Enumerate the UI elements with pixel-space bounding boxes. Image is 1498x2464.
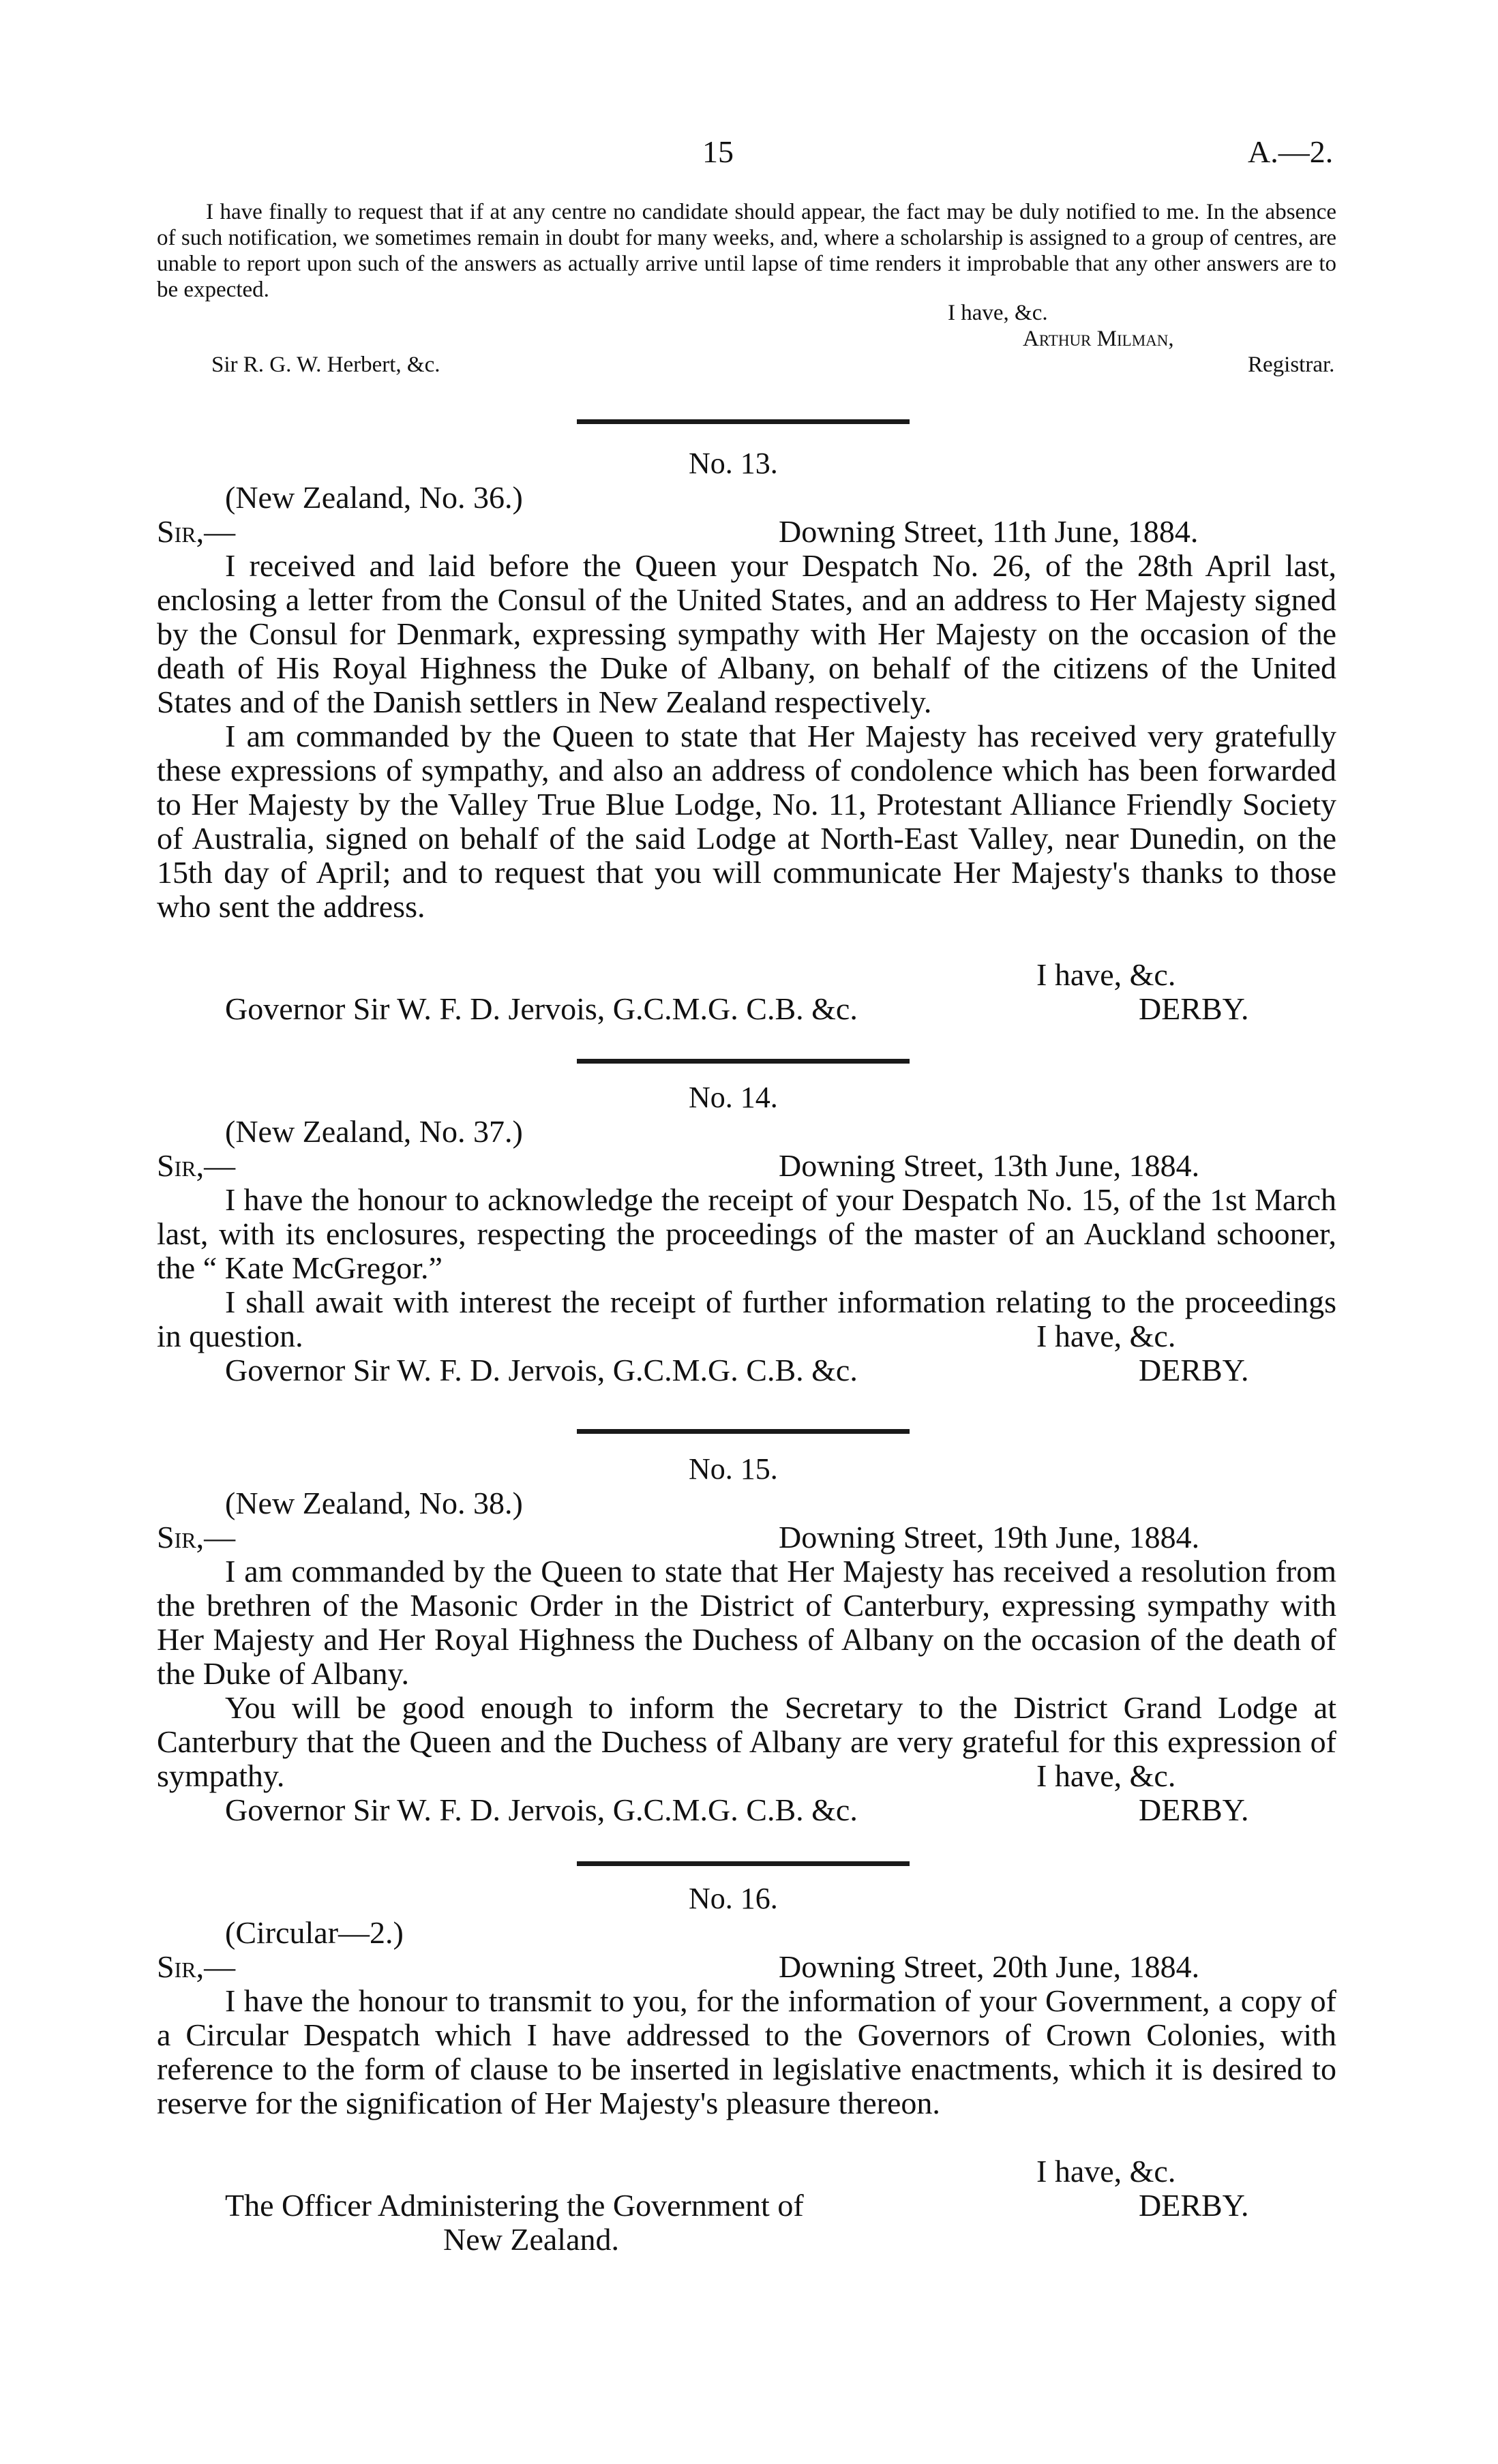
section-divider — [577, 1059, 910, 1064]
despatch-13 — [157, 447, 1336, 1033]
paragraph: You will be good enough to inform the Secretary to the District Grand Lodge at Canterbury that the Queen and the Duchess of Albany are very grateful for this expression of sympathy. — [157, 1690, 1336, 1793]
page-number: 15 — [702, 134, 734, 169]
salutation: Sir,— — [157, 1520, 236, 1554]
addressee-continued: New Zealand. — [443, 2222, 619, 2257]
despatch-date: Downing Street, 19th June, 1884. — [779, 1520, 1200, 1554]
paragraph: I am commanded by the Queen to state that Her Majesty has received a resolution from the brethren of the Masonic Order in the District of Canterbury, expressing sympathy with Her Majesty and Her Royal Highness the Duchess of Albany on the occasion of the death of the Duke of Albany. — [157, 1554, 1336, 1691]
intro-signature: Arthur Milman, — [1023, 327, 1174, 351]
salutation: Sir,— — [157, 1949, 236, 1984]
signature: DERBY. — [1139, 991, 1249, 1026]
despatch-body — [157, 1554, 1336, 1793]
despatch-reference: (New Zealand, No. 36.) — [225, 480, 523, 515]
paragraph: I received and laid before the Queen your Despatch No. 26, of the 28th April last, enclosing a letter from the Consul of the United States, and an address to Her Majesty signed by the Consul for Denmark, expressing sympathy with Her Majesty on the occasion of the death of His Royal Highness the Duke of Albany, on behalf of the citizens of the United States and of the Danish settlers in New Zealand respectively. — [157, 548, 1336, 719]
despatch-body — [157, 549, 1336, 924]
addressee: The Officer Administering the Government of — [225, 2188, 804, 2223]
intro-addressee: Sir R. G. W. Herbert, &c. — [211, 352, 440, 377]
paragraph: I shall await with interest the receipt of further information relating to the proceedings in question. — [157, 1284, 1336, 1353]
addressee: Governor Sir W. F. D. Jervois, G.C.M.G. C.B. &c. — [225, 991, 858, 1026]
intro-closing: I have, &c. — [948, 301, 1048, 325]
signature: DERBY. — [1139, 2188, 1249, 2223]
despatch-14 — [157, 1081, 1336, 1408]
paragraph: I have the honour to transmit to you, for the information of your Government, a copy of a Circular Despatch which I have addressed to the Governors of Crown Colonies, with reference to the form of clause to be inserted in legislative enactments, which it is desired to reserve for the signification of Her Majesty's pleasure thereon. — [157, 1983, 1336, 2120]
closing: I have, &c. — [1036, 957, 1176, 992]
despatch-date: Downing Street, 13th June, 1884. — [779, 1148, 1200, 1183]
despatch-number: No. 16. — [689, 1882, 778, 1915]
salutation: Sir,— — [157, 1148, 236, 1183]
despatch-number: No. 13. — [689, 447, 778, 480]
document-reference: A.—2. — [1248, 134, 1334, 169]
paragraph: I am commanded by the Queen to state that Her Majesty has received very gratefully these expressions of sympathy, and also an address of condolence which has been forwarded to Her Majesty by the Valley True Blue Lodge, No. 11, Protestant Alliance Friendly Society of Australia, signed on behalf of the said Lodge at North-East Valley, near Dunedin, on the 15th day of April; and to request that you will communicate Her Majesty's thanks to those who sent the address. — [157, 719, 1336, 924]
closing: I have, &c. — [1036, 1758, 1176, 1793]
despatch-reference: (Circular—2.) — [225, 1915, 404, 1950]
paragraph: I have the honour to acknowledge the receipt of your Despatch No. 15, of the 1st March last, with its enclosures, respecting the proceedings of the master of an Auckland schooner, the “ Kate McGregor.” — [157, 1182, 1336, 1285]
section-divider — [577, 1429, 910, 1434]
intro-letter — [157, 199, 1336, 404]
intro-signature-title: Registrar. — [1248, 352, 1335, 377]
addressee: Governor Sir W. F. D. Jervois, G.C.M.G. C.B. &c. — [225, 1353, 858, 1387]
despatch-number: No. 14. — [689, 1081, 778, 1114]
signature: DERBY. — [1139, 1792, 1249, 1827]
section-divider — [577, 419, 910, 424]
despatch-date: Downing Street, 20th June, 1884. — [779, 1949, 1200, 1984]
closing: I have, &c. — [1036, 1319, 1176, 1353]
closing: I have, &c. — [1036, 2154, 1176, 2189]
intro-paragraph: I have finally to request that if at any centre no candidate should appear, the fact may be duly notified to me. In the absence of such notification, we sometimes remain in doubt for many weeks, and, where a scholarship is assigned to a group of centres, are unable to report upon such of the answers as actually arrive until lapse of time renders it improbable that any other answers are to be expected. — [157, 200, 1336, 302]
despatch-15 — [157, 1452, 1336, 1834]
despatch-date: Downing Street, 11th June, 1884. — [779, 514, 1199, 549]
section-divider — [577, 1861, 910, 1866]
despatch-body — [157, 1984, 1336, 2120]
despatch-reference: (New Zealand, No. 38.) — [225, 1486, 523, 1520]
signature: DERBY. — [1139, 1353, 1249, 1387]
salutation: Sir,— — [157, 514, 236, 549]
addressee: Governor Sir W. F. D. Jervois, G.C.M.G. C.B. &c. — [225, 1792, 858, 1827]
despatch-16 — [157, 1882, 1336, 2264]
despatch-reference: (New Zealand, No. 37.) — [225, 1114, 523, 1149]
despatch-number: No. 15. — [689, 1452, 778, 1486]
